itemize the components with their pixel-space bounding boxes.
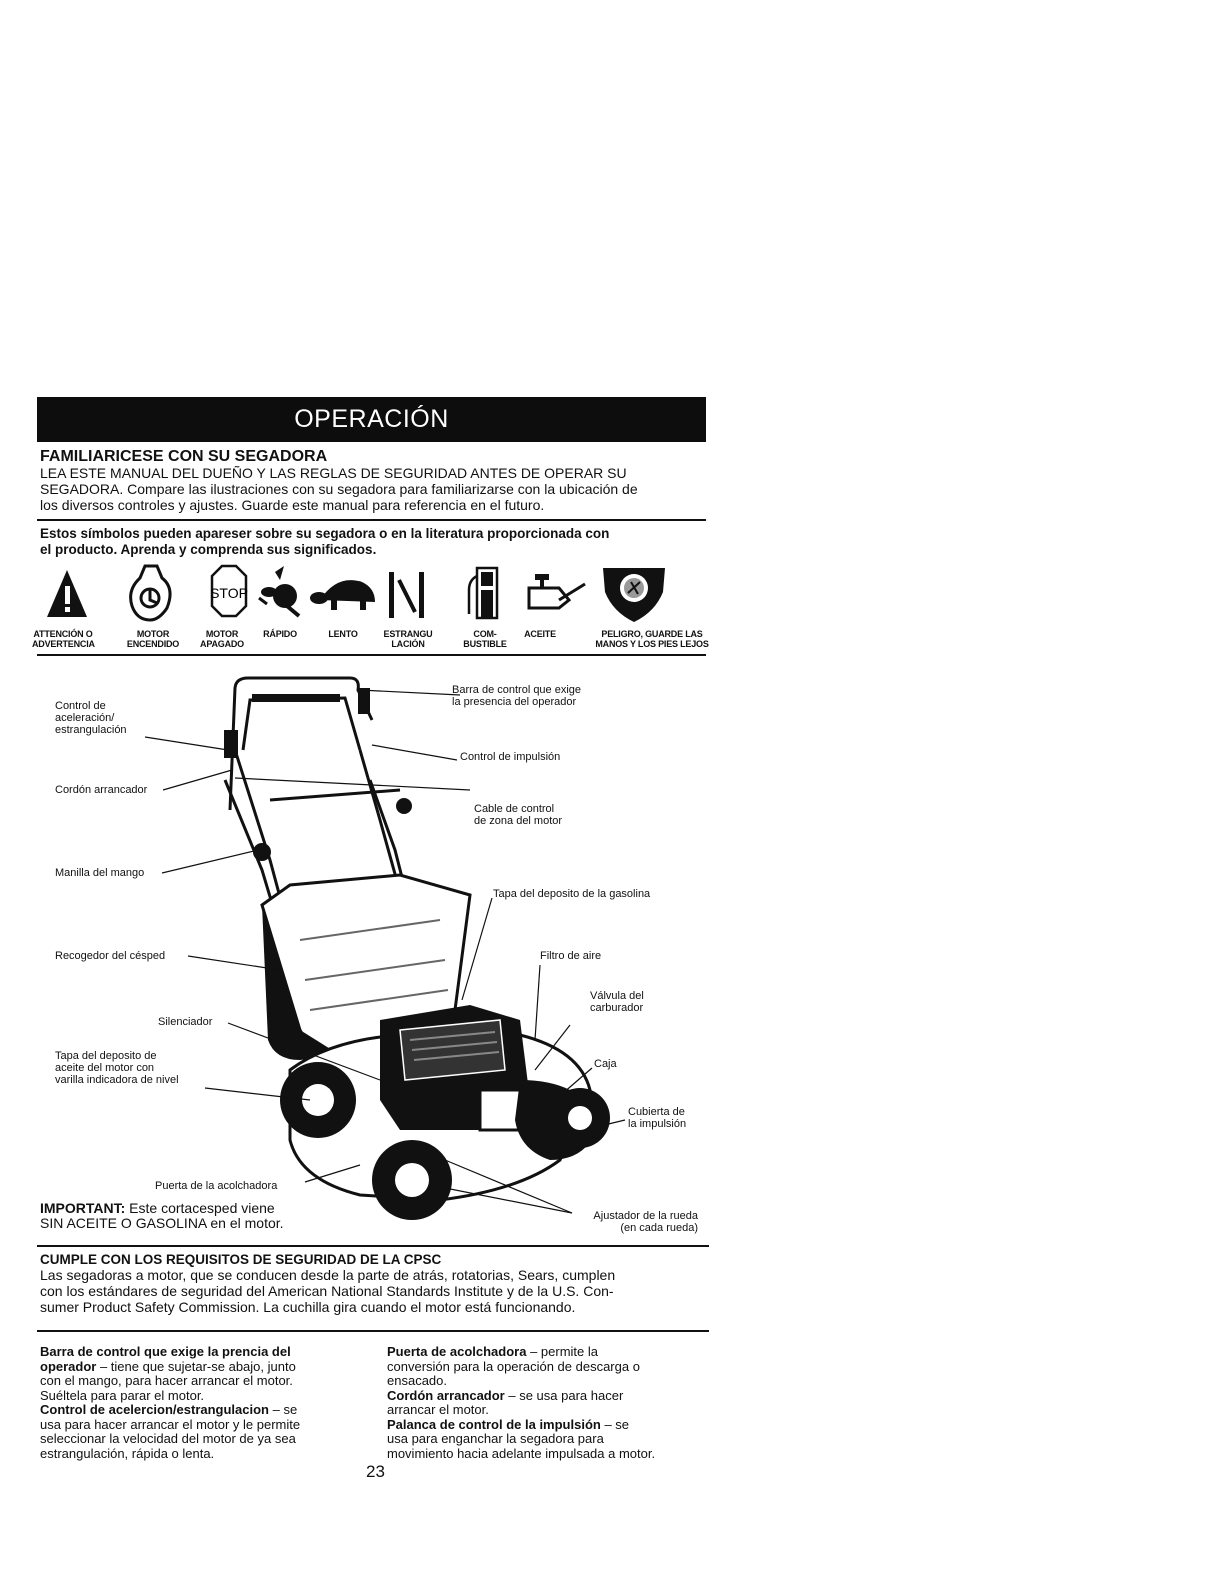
oil-can-icon	[529, 574, 585, 608]
callout-manilla-mango: Manilla del mango	[55, 867, 145, 879]
callout-valvula: Válvula del carburador	[590, 990, 644, 1014]
cpsc-line-1: Las segadoras a motor, que se conducen desde la parte de atrás, rotatorias, Sears, cumplen	[40, 1267, 616, 1283]
cpsc-line-2: con los estándares de seguridad del American National Standards Institute y de la U.S. Con-	[40, 1283, 614, 1299]
symbol-label-fuel: COM- BUSTIBLE	[463, 629, 507, 649]
page-number: 23	[366, 1462, 385, 1481]
callout-puerta-acolchadora: Puerta de la acolchadora	[155, 1180, 278, 1192]
callout-silenciador: Silenciador	[158, 1016, 213, 1028]
callout-tapa-gasolina: Tapa del deposito de la gasolina	[493, 888, 651, 900]
symbol-label-warning: ATTENCIÓN O ADVERTENCIA	[32, 629, 95, 649]
cpsc-line-3: sumer Product Safety Commission. La cuchilla gira cuando el motor está funcionando.	[40, 1299, 576, 1315]
symbol-label-slow: LENTO	[328, 629, 358, 639]
fuel-pump-icon	[469, 568, 497, 618]
divider	[37, 519, 706, 521]
section-title: OPERACIÓN	[294, 405, 449, 433]
stop-sign-text: STOP	[210, 585, 248, 601]
symbol-label-engine-off: MOTOR APAGADO	[200, 629, 244, 649]
symbols-intro-1: Estos símbolos pueden apareser sobre su segadora o en la literatura proporcionada con	[40, 526, 610, 541]
callout-recogedor: Recogedor del césped	[55, 950, 166, 962]
callout-control-impulsion: Control de impulsión	[460, 751, 561, 763]
intro-line-1: LEA ESTE MANUAL DEL DUEÑO Y LAS REGLAS DE SEGURIDAD ANTES DE OPERAR SU	[40, 465, 627, 481]
symbol-label-oil: ACEITE	[524, 629, 556, 639]
symbol-label-engine-on: MOTOR ENCENDIDO	[126, 629, 180, 649]
symbol-label-fast: RÁPIDO	[263, 629, 297, 639]
callout-ajustador: Ajustador de la rueda (en cada rueda)	[593, 1210, 698, 1234]
symbols-intro-2: el producto. Aprenda y comprenda sus significados.	[40, 542, 377, 557]
important-note: IMPORTANT: Este cortacesped viene SIN ACEITE O GASOLINA en el motor.	[40, 1200, 284, 1231]
callout-tapa-aceite: Tapa del deposito de aceite del motor con varilla indicadora de nivel	[55, 1050, 179, 1086]
engine-stop-icon	[210, 566, 248, 616]
callout-caja: Caja	[594, 1058, 617, 1070]
divider	[37, 1245, 709, 1247]
divider	[37, 654, 706, 656]
callout-filtro-aire: Filtro de aire	[540, 950, 602, 962]
warning-triangle-icon	[47, 570, 87, 617]
turtle-slow-icon	[310, 580, 375, 610]
intro-line-2: SEGADORA. Compare las ilustraciones con su segadora para familiarizarse con la ubicación de	[40, 481, 638, 497]
divider	[37, 1330, 709, 1332]
danger-blade-icon	[603, 568, 665, 622]
symbol-label-choke: ESTRANGU LACIÓN	[383, 629, 433, 649]
rabbit-fast-icon	[259, 566, 299, 616]
symbols-row	[37, 560, 717, 630]
callout-cordon-arrancador: Cordón arrancador	[55, 784, 148, 796]
definitions-right: Puerta de acolchadora – permite la conversión para la operación de descarga o ensacado. Cordón arrancador – se usa para hacer arrancar el motor. Palanca de control de la impulsión – se usa para enganchar la segadora para movimiento hacia adelante impulsada a motor.	[387, 1344, 656, 1461]
intro-heading: FAMILIARICESE CON SU SEGADORA	[40, 448, 328, 465]
intro-line-3: los diversos controles y ajustes. Guarde este manual para referencia en el futuro.	[40, 497, 545, 513]
choke-icon	[389, 572, 424, 618]
callout-cubierta: Cubierta de la impulsión	[628, 1106, 687, 1130]
engine-on-icon	[131, 566, 170, 620]
callout-control-aceleracion: Control de aceleración/ estrangulación	[55, 700, 127, 736]
callout-barra-control: Barra de control que exige la presencia del operador	[452, 684, 582, 708]
cpsc-heading: CUMPLE CON LOS REQUISITOS DE SEGURIDAD DE LA CPSC	[40, 1252, 442, 1267]
callout-cable-control: Cable de control de zona del motor	[474, 803, 563, 827]
symbol-label-danger: PELIGRO, GUARDE LAS MANOS Y LOS PIES LEJOS	[595, 629, 709, 649]
definitions-left: Barra de control que exige la prencia del operador – tiene que sujetar-se abajo, junto con el mango, para hacer arrancar el motor. Suéltela para parar el motor. Control de acelercion/estrangulacion – se usa para hacer arrancar el motor y le permite seleccionar la velocidad del motor de ya sea estrangulación, rápida o lenta.	[40, 1344, 301, 1461]
